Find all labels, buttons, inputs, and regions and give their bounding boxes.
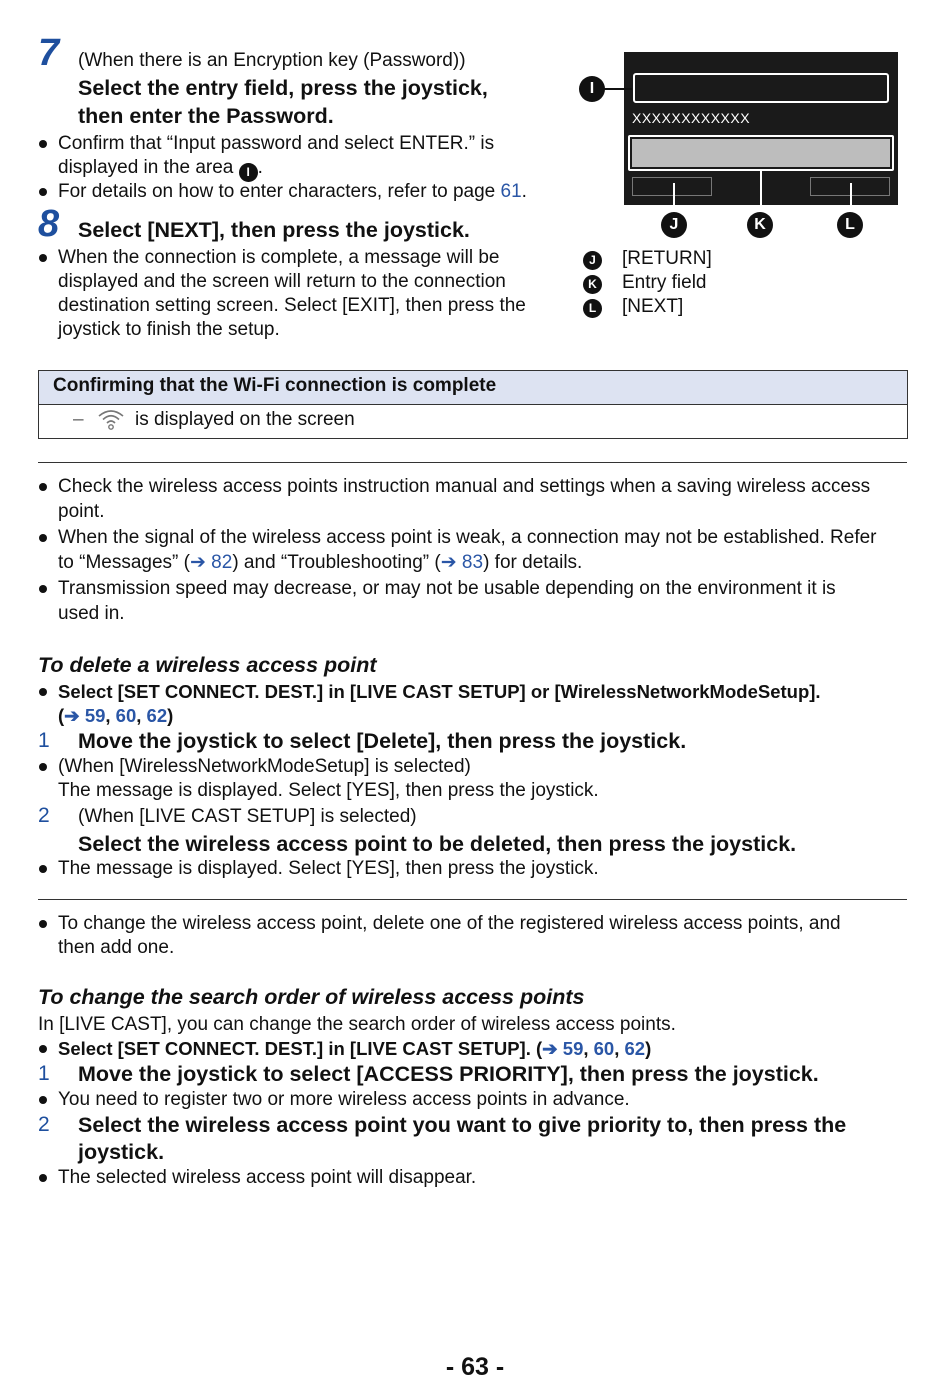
note-text: ,	[136, 705, 147, 726]
bullet	[39, 483, 47, 491]
note-text: ) and “Troubleshooting” (	[232, 552, 441, 573]
callout-leader-l	[850, 183, 852, 213]
note-1-line2: point.	[58, 501, 105, 522]
note-text: displayed in the area	[58, 157, 234, 178]
order-step-1-heading: Move the joystick to select [ACCESS PRIORITY], then press the joystick.	[78, 1062, 819, 1086]
bullet	[39, 688, 47, 696]
confirm-box-title: Confirming that the Wi-Fi connection is complete	[53, 375, 497, 396]
order-step-2-heading-line1: Select the wireless access point you want to give priority to, then press the	[78, 1113, 847, 1137]
page-link-60[interactable]: 60	[115, 705, 137, 726]
order-section-intro: In [LIVE CAST], you can change the search order of wireless access points.	[38, 1014, 676, 1035]
page-link-62[interactable]: 62	[146, 705, 168, 726]
page-link-62[interactable]: 62	[624, 1038, 646, 1059]
step-7-intro: (When there is an Encryption key (Password))	[78, 50, 466, 71]
delete-select-line1: Select [SET CONNECT. DEST.] in [LIVE CAST SETUP] or [WirelessNetworkModeSetup].	[58, 681, 821, 702]
legend-label-entry-field: Entry field	[622, 272, 707, 293]
bullet	[39, 1045, 47, 1053]
callout-marker-l: L	[837, 212, 863, 238]
delete-step-1-note-line1: (When [WirelessNetworkModeSetup] is selected)	[58, 756, 471, 777]
step-7-heading-line1: Select the entry field, press the joystick,	[78, 76, 488, 100]
delete-select-line2	[58, 704, 173, 728]
step-7-number: 7	[38, 32, 60, 74]
delete-section-title: To delete a wireless access point	[38, 653, 377, 677]
bullet	[39, 865, 47, 873]
note-text: For details on how to enter characters, refer to page	[58, 181, 501, 202]
step-8-heading: Select [NEXT], then press the joystick.	[78, 218, 470, 242]
delete-step-2-heading: Select the wireless access point to be deleted, then press the joystick.	[78, 832, 797, 856]
order-step-2-heading-line2: joystick.	[78, 1140, 165, 1164]
note-text: .	[257, 157, 263, 178]
order-step-1-note: You need to register two or more wireless access points in advance.	[58, 1089, 630, 1110]
bullet	[39, 585, 47, 593]
note-1-line1: Check the wireless access points instruction manual and settings when a saving wireless access	[58, 476, 871, 497]
divider	[38, 462, 907, 463]
callout-leader-k	[760, 170, 762, 213]
callout-marker-i: I	[579, 76, 605, 102]
note-text: .	[521, 181, 527, 202]
order-step-2-number: 2	[38, 1113, 50, 1136]
delete-step-1-number: 1	[38, 729, 50, 752]
delete-step-2-note: The message is displayed. Select [YES], then press the joystick.	[58, 858, 599, 879]
note-text: )	[167, 705, 174, 726]
step-8-note-line3: destination setting screen. Select [EXIT], then press the	[58, 295, 526, 316]
confirm-box-header	[39, 371, 907, 405]
note-2-line1: When the signal of the wireless access point is weak, a connection may not be established. Refer	[58, 527, 877, 548]
step-8-note-line4: joystick to finish the setup.	[58, 319, 280, 340]
step-8-note-line1: When the connection is complete, a message will be	[58, 247, 500, 268]
confirm-box	[38, 370, 908, 439]
password-input-outline	[633, 73, 889, 103]
note-3-line1: Transmission speed may decrease, or may not be usable depending on the environment it is	[58, 578, 836, 599]
legend-label-return: [RETURN]	[622, 248, 712, 269]
step-7-heading-line2: then enter the Password.	[78, 104, 334, 128]
note-text: ,	[614, 1038, 625, 1059]
note-text: )	[645, 1038, 652, 1059]
divider	[38, 899, 907, 900]
note-text: (	[58, 705, 65, 726]
confirm-text: is displayed on the screen	[135, 409, 355, 430]
order-select-line	[58, 1037, 651, 1061]
return-button-shape	[632, 177, 712, 196]
area-marker-i: I	[239, 163, 258, 182]
note-2-line2	[58, 551, 582, 575]
page-link-82[interactable]: ➔ 82	[189, 552, 233, 573]
step-7-note-1-line1: Confirm that “Input password and select ENTER.” is	[58, 133, 495, 154]
legend-marker-l: L	[583, 299, 602, 318]
bullet	[39, 920, 47, 928]
bullet	[39, 1096, 47, 1104]
step-7-note-1-line2	[58, 156, 263, 182]
order-step-2-note: The selected wireless access point will disappear.	[58, 1167, 477, 1188]
note-text: ) for details.	[483, 552, 583, 573]
legend-marker-k: K	[583, 275, 602, 294]
change-note-line2: then add one.	[58, 937, 175, 958]
page-number: - 63 -	[445, 1353, 505, 1381]
step-8-note-line2: displayed and the screen will return to the connection	[58, 271, 506, 292]
page-link-83[interactable]: ➔ 83	[440, 552, 484, 573]
step-7-note-2	[58, 180, 527, 204]
legend-marker-j: J	[583, 251, 602, 270]
callout-marker-j: J	[661, 212, 687, 238]
order-section-title: To change the search order of wireless access points	[38, 985, 585, 1009]
page-link-59[interactable]: ➔ 59	[64, 705, 106, 726]
bullet	[39, 140, 47, 148]
change-note-line1: To change the wireless access point, delete one of the registered wireless access points, and	[58, 913, 841, 934]
bullet	[39, 254, 47, 262]
delete-step-2-intro: (When [LIVE CAST SETUP] is selected)	[78, 806, 417, 827]
confirm-dash: –	[73, 409, 84, 430]
bullet	[39, 1174, 47, 1182]
delete-step-2-number: 2	[38, 804, 50, 827]
note-text: ,	[105, 705, 116, 726]
page-link-61[interactable]: 61	[500, 181, 522, 202]
callout-leader-j	[673, 183, 675, 213]
callout-leader-i	[604, 88, 632, 90]
note-3-line2: used in.	[58, 603, 125, 624]
entry-field	[632, 139, 890, 167]
entry-field-outline	[628, 135, 894, 171]
bullet	[39, 188, 47, 196]
note-text: to “Messages” (	[58, 552, 190, 573]
note-text: ,	[583, 1038, 594, 1059]
bullet	[39, 534, 47, 542]
password-mask-text: XXXXXXXXXXXX	[632, 110, 751, 126]
legend-label-next: [NEXT]	[622, 296, 684, 317]
delete-step-1-heading: Move the joystick to select [Delete], then press the joystick.	[78, 729, 687, 753]
wifi-icon	[97, 407, 125, 431]
delete-step-1-note-line2: The message is displayed. Select [YES], then press the joystick.	[58, 780, 599, 801]
note-text: Select [SET CONNECT. DEST.] in [LIVE CAST SETUP]. (	[58, 1038, 543, 1059]
page-link-59[interactable]: ➔ 59	[542, 1038, 584, 1059]
step-8-number: 8	[38, 203, 60, 245]
callout-marker-k: K	[747, 212, 773, 238]
order-step-1-number: 1	[38, 1062, 50, 1085]
bullet	[39, 763, 47, 771]
page-link-60[interactable]: 60	[593, 1038, 615, 1059]
